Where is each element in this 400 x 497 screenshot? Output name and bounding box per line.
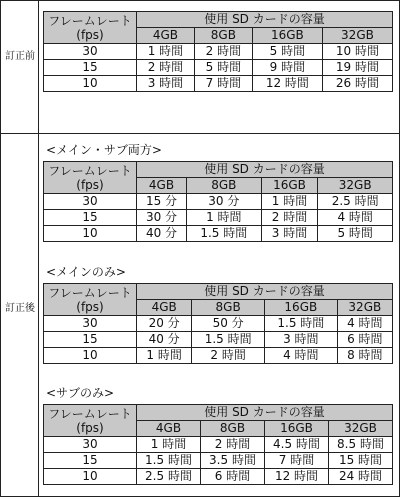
time-cell: 1 時間	[137, 348, 192, 364]
time-cell: 9 時間	[252, 60, 322, 76]
table-main-only	[43, 283, 393, 364]
size-header: 16GB	[265, 421, 329, 437]
capacity-header: 使用 SD カードの容量	[137, 284, 393, 300]
fps-cell: 30	[44, 194, 137, 210]
label-after: 訂正後	[5, 303, 35, 314]
size-header: 4GB	[137, 300, 192, 316]
fps-cell: 15	[44, 210, 137, 226]
size-header: 8GB	[192, 300, 265, 316]
time-cell: 6 時間	[201, 469, 265, 485]
time-cell: 2.5 時間	[318, 194, 393, 210]
table-row	[44, 194, 393, 210]
capacity-header: 使用 SD カードの容量	[137, 162, 393, 178]
time-cell: 12 時間	[252, 76, 322, 92]
size-header: 16GB	[252, 28, 322, 44]
time-cell: 7 時間	[265, 453, 329, 469]
table-main-and-sub	[43, 161, 393, 242]
table-corner-header	[44, 12, 137, 44]
time-cell: 15 時間	[329, 453, 393, 469]
fps-cell: 10	[44, 469, 137, 485]
time-cell: 2 時間	[194, 44, 252, 60]
time-cell: 4 時間	[264, 348, 337, 364]
table-corner-header	[44, 162, 137, 194]
corner-line1: フレームレート	[48, 285, 132, 300]
time-cell: 5 時間	[194, 60, 252, 76]
time-cell: 30 分	[186, 194, 261, 210]
size-header: 4GB	[137, 178, 187, 194]
size-header: 32GB	[318, 178, 393, 194]
table-row	[44, 60, 393, 76]
time-cell: 2.5 時間	[137, 469, 201, 485]
time-cell: 4.5 時間	[265, 437, 329, 453]
table-before	[43, 11, 393, 92]
corner-line2: (fps)	[76, 177, 104, 192]
fps-cell: 15	[44, 332, 137, 348]
time-cell: 5 時間	[318, 226, 393, 242]
time-cell: 3 時間	[264, 332, 337, 348]
fps-cell: 15	[44, 60, 137, 76]
corner-line1: フレームレート	[48, 163, 132, 178]
size-header: 8GB	[186, 178, 261, 194]
label-before: 訂正前	[5, 51, 35, 62]
corner-line1: フレームレート	[48, 406, 132, 421]
time-cell: 8 時間	[337, 348, 392, 364]
time-cell: 50 分	[192, 316, 265, 332]
time-cell: 30 分	[137, 210, 187, 226]
table-row	[44, 437, 393, 453]
fps-cell: 10	[44, 348, 137, 364]
corner-line2: (fps)	[76, 27, 104, 42]
table-row	[44, 348, 393, 364]
section-divider	[1, 133, 399, 134]
time-cell: 1.5 時間	[264, 316, 337, 332]
corner-line1: フレームレート	[48, 13, 132, 28]
time-cell: 24 時間	[329, 469, 393, 485]
time-cell: 3.5 時間	[201, 453, 265, 469]
time-cell: 4 時間	[337, 316, 392, 332]
size-header: 4GB	[137, 28, 195, 44]
time-cell: 3 時間	[137, 76, 195, 92]
time-cell: 20 分	[137, 316, 192, 332]
time-cell: 1.5 時間	[186, 226, 261, 242]
time-cell: 1.5 時間	[137, 453, 201, 469]
fps-cell: 30	[44, 437, 137, 453]
table-row	[44, 210, 393, 226]
time-cell: 1.5 時間	[192, 332, 265, 348]
table-row	[44, 453, 393, 469]
heading-main-only: <メインのみ>	[46, 265, 126, 279]
size-header: 32GB	[337, 300, 392, 316]
table-row	[44, 76, 393, 92]
time-cell: 5 時間	[252, 44, 322, 60]
fps-cell: 30	[44, 316, 137, 332]
size-header: 16GB	[261, 178, 318, 194]
time-cell: 4 時間	[318, 210, 393, 226]
time-cell: 19 時間	[322, 60, 392, 76]
time-cell: 7 時間	[194, 76, 252, 92]
corner-line2: (fps)	[76, 420, 104, 435]
capacity-header: 使用 SD カードの容量	[137, 405, 393, 421]
time-cell: 1 時間	[137, 437, 201, 453]
table-row	[44, 332, 393, 348]
label-column-divider	[38, 1, 39, 496]
capacity-header: 使用 SD カードの容量	[137, 12, 393, 28]
time-cell: 12 時間	[265, 469, 329, 485]
time-cell: 6 時間	[337, 332, 392, 348]
heading-main-and-sub: <メイン・サブ両方>	[46, 143, 162, 157]
fps-cell: 30	[44, 44, 137, 60]
time-cell: 26 時間	[322, 76, 392, 92]
table-row	[44, 226, 393, 242]
time-cell: 8.5 時間	[329, 437, 393, 453]
size-header: 16GB	[264, 300, 337, 316]
time-cell: 2 時間	[192, 348, 265, 364]
time-cell: 10 時間	[322, 44, 392, 60]
fps-cell: 15	[44, 453, 137, 469]
time-cell: 1 時間	[261, 194, 318, 210]
corner-line2: (fps)	[76, 299, 104, 314]
time-cell: 2 時間	[201, 437, 265, 453]
size-header: 8GB	[194, 28, 252, 44]
time-cell: 1 時間	[186, 210, 261, 226]
table-row	[44, 469, 393, 485]
time-cell: 2 時間	[137, 60, 195, 76]
size-header: 32GB	[322, 28, 392, 44]
table-corner-header	[44, 405, 137, 437]
fps-cell: 10	[44, 226, 137, 242]
size-header: 32GB	[329, 421, 393, 437]
table-corner-header	[44, 284, 137, 316]
table-row	[44, 316, 393, 332]
time-cell: 15 分	[137, 194, 187, 210]
time-cell: 40 分	[137, 332, 192, 348]
fps-cell: 10	[44, 76, 137, 92]
table-sub-only	[43, 404, 393, 485]
time-cell: 1 時間	[137, 44, 195, 60]
table-row	[44, 44, 393, 60]
time-cell: 3 時間	[261, 226, 318, 242]
heading-sub-only: <サブのみ>	[46, 386, 115, 400]
size-header: 4GB	[137, 421, 201, 437]
size-header: 8GB	[201, 421, 265, 437]
time-cell: 2 時間	[261, 210, 318, 226]
time-cell: 40 分	[137, 226, 187, 242]
